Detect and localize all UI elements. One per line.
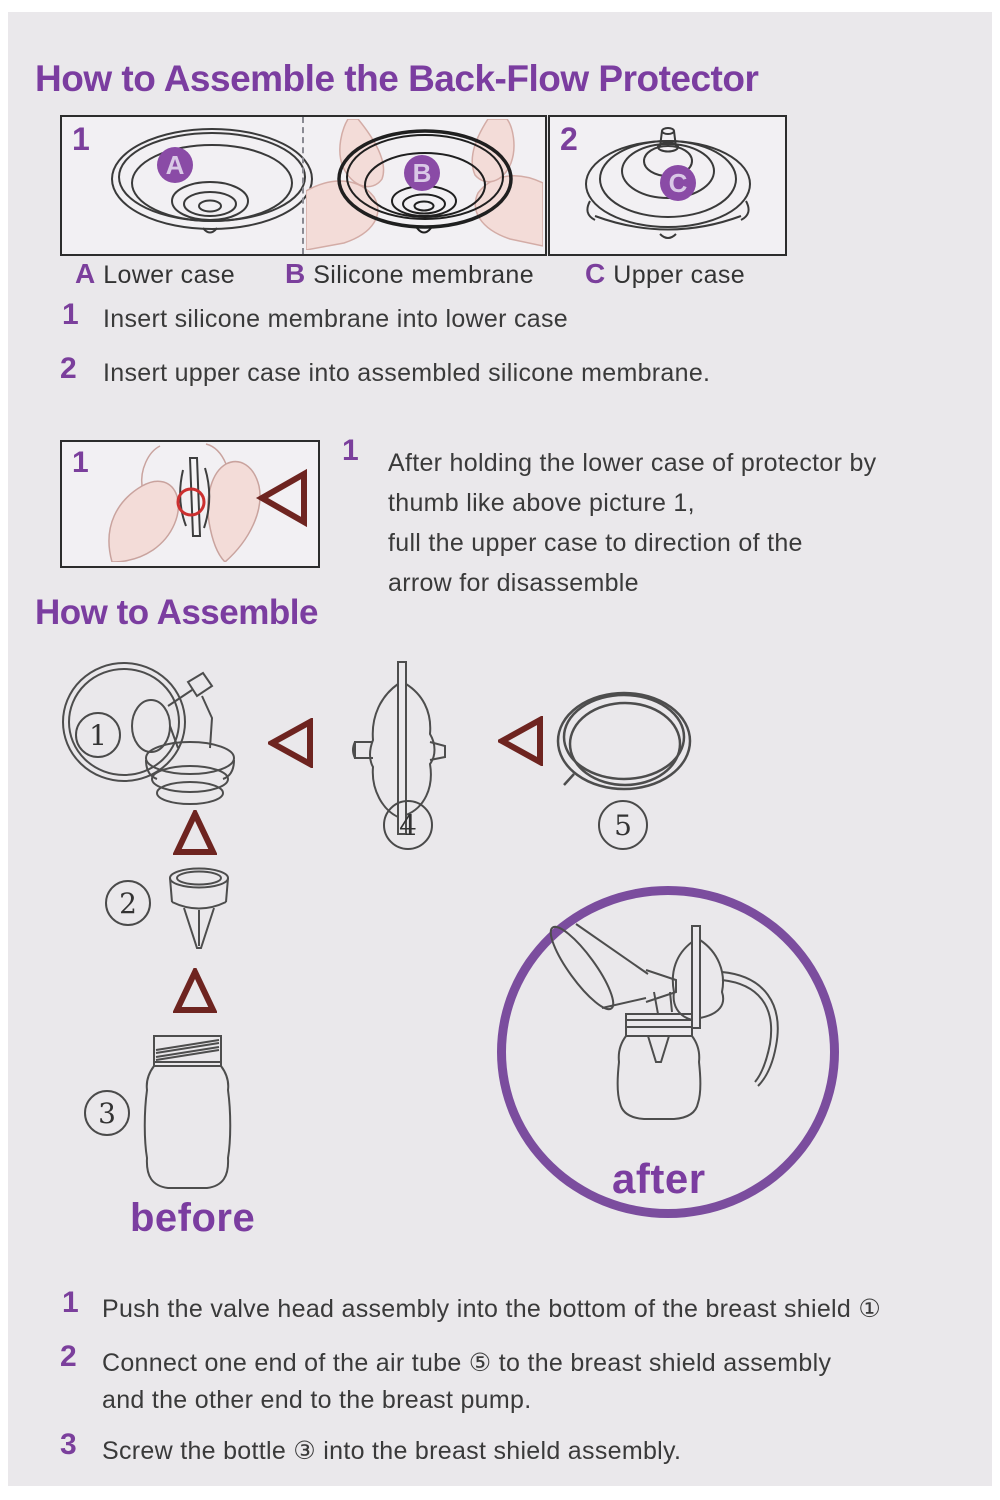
final-step1-text: Push the valve head assembly into the bottom of the breast shield ① [102, 1295, 882, 1323]
title-how-to-assemble: How to Assemble [35, 593, 318, 632]
disassembly-text [388, 443, 876, 603]
final-step2-line2: and the other end to the breast pump. [102, 1386, 532, 1414]
after-label: after [612, 1155, 706, 1202]
final-step2-number: 2 [60, 1340, 77, 1373]
final-step1-number: 1 [62, 1286, 79, 1319]
air-tube-coil-illustration [552, 686, 697, 796]
badge-a-on-image: A [157, 147, 193, 183]
bf-step2-number: 2 [60, 352, 77, 385]
disassembly-line1: After holding the lower case of protector by [388, 449, 877, 477]
assembled-pump-illustration [540, 910, 790, 1120]
left-arrow-icon [498, 716, 544, 766]
panel-divider [302, 117, 304, 254]
part-letter-c: C [585, 258, 606, 289]
bf-step2-text: Insert upper case into assembled silicone membrane. [103, 359, 711, 387]
final-step3-number: 3 [60, 1428, 77, 1461]
diagram-number-3: 3 [84, 1090, 130, 1136]
part-label-lower-case: A Lower case [75, 258, 236, 289]
title-backflow-protector: How to Assemble the Back-Flow Protector [35, 58, 759, 99]
hand-holding-protector-illustration [90, 442, 316, 562]
part-letter-a: A [75, 258, 96, 289]
up-arrow-icon [173, 810, 217, 856]
valve-head-illustration [158, 866, 240, 952]
bf-step1-number: 1 [62, 298, 79, 331]
disassembly-step-number: 1 [342, 434, 359, 467]
bottle-illustration [130, 1030, 245, 1192]
disassembly-line2: thumb like above picture 1, [388, 489, 695, 517]
panel-backflow-step1 [60, 115, 547, 256]
lower-case-illustration [100, 123, 324, 247]
final-step3-text: Screw the bottle ③ into the breast shield assembly. [102, 1437, 682, 1465]
disassembly-line3: full the upper case to direction of the [388, 529, 803, 557]
panel-backflow-step2 [548, 115, 787, 256]
diagram-number-4: 4 [383, 800, 433, 850]
part-label-silicone-membrane: B Silicone membrane [285, 258, 535, 289]
part-label-upper-case: C Upper case [585, 258, 746, 289]
panel2-number: 2 [560, 121, 578, 157]
before-label: before [130, 1196, 256, 1240]
panel-disassembly [60, 440, 320, 568]
diagram-number-1: 1 [75, 712, 121, 758]
panel1-number: 1 [72, 121, 90, 157]
disassembly-panel-number: 1 [72, 446, 89, 479]
badge-b-on-image: B [404, 155, 440, 191]
disassembly-line4: arrow for disassemble [388, 569, 639, 597]
badge-c-on-image: C [660, 165, 696, 201]
part-letter-b: B [285, 258, 306, 289]
bf-step1-text: Insert silicone membrane into lower case [103, 305, 568, 333]
left-arrow-icon [268, 718, 314, 768]
up-arrow-icon [173, 968, 217, 1014]
final-step2-line1: Connect one end of the air tube ⑤ to the breast shield assembly [102, 1349, 832, 1377]
diagram-number-5: 5 [598, 800, 648, 850]
diagram-number-2: 2 [105, 880, 151, 926]
